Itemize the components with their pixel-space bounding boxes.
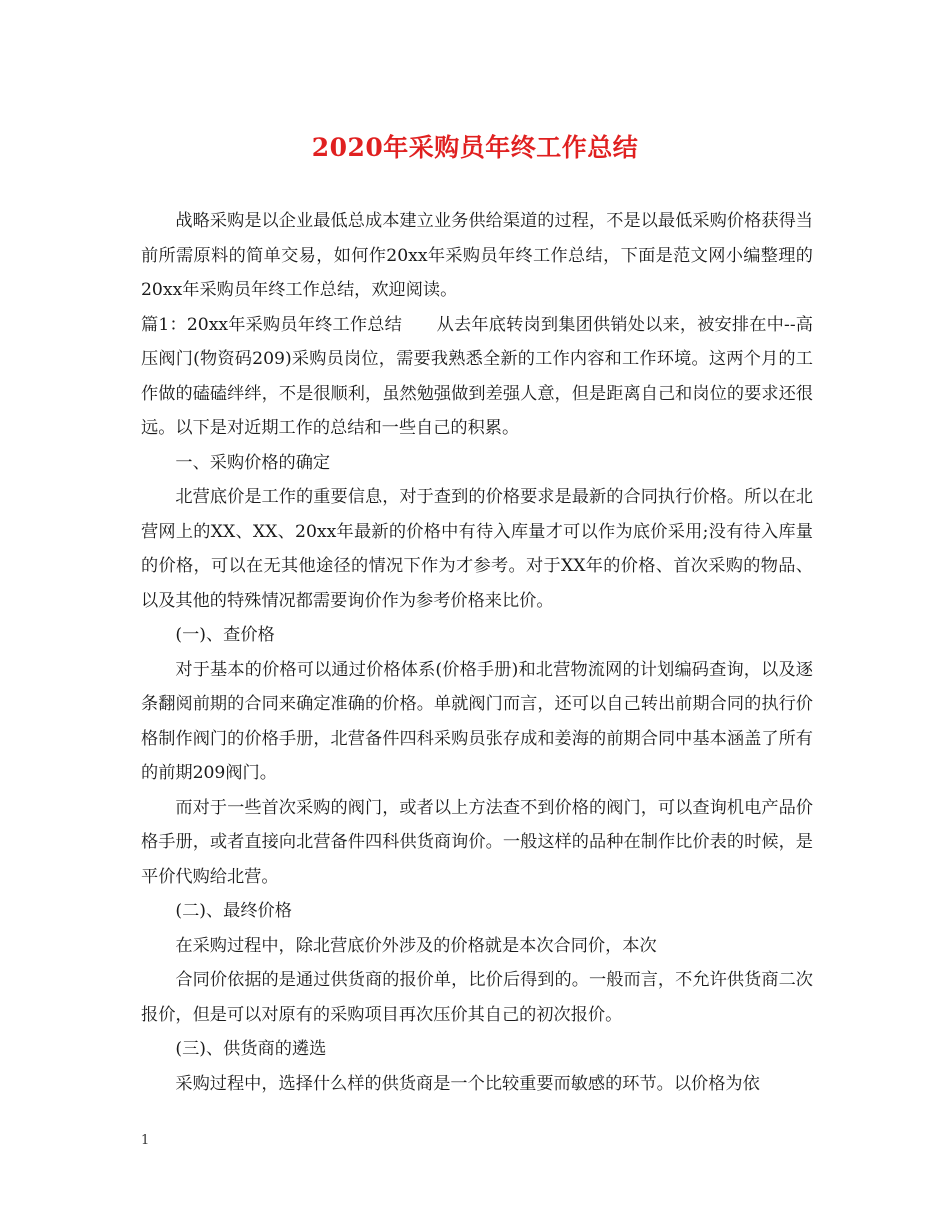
paragraph: 在采购过程中，除北营底价外涉及的价格就是本次合同价，本次 bbox=[175, 935, 657, 956]
document-body bbox=[141, 204, 813, 1101]
paragraph: 篇1：20xx年采购员年终工作总结 从去年底转岗到集团供销处以来，被安排在中--高压阀门(物资码209)采购员岗位，需要我熟悉全新的工作内容和工作环境。这两个月的工作做的磕磕绊绊，不是很顺利，虽然勉强做到差强人意，但是距离自己和岗位的要求还很远。以下是对近期工作的总结和一些自己的积累。 bbox=[141, 314, 813, 438]
paragraph: 北营底价是工作的重要信息，对于查到的价格要求是最新的合同执行价格。所以在北营网上的XX、XX、20xx年最新的价格中有待入库量才可以作为底价采用;没有待入库量的价格，可以在无其他途径的情况下作为才参考。对于XX年的价格、首次采购的物品、以及其他的特殊情况都需要询价作为参考价格来比价。 bbox=[141, 487, 813, 611]
paragraph: 合同价依据的是通过供货商的报价单，比价后得到的。一般而言，不允许供货商二次报价，但是可以对原有的采购项目再次压价其自己的初次报价。 bbox=[141, 970, 813, 1025]
subsection-heading: (二)、最终价格 bbox=[175, 901, 292, 921]
document-title: 2020年采购员年终工作总结 bbox=[311, 133, 639, 162]
subsection-heading: (一)、查价格 bbox=[175, 625, 275, 645]
paragraph: 而对于一些首次采购的阀门，或者以上方法查不到价格的阀门，可以查询机电产品价格手册，或者直接向北营备件四科供货商询价。一般这样的品种在制作比价表的时候，是平价代购给北营。 bbox=[141, 797, 813, 887]
paragraph: 采购过程中，选择什么样的供货商是一个比较重要而敏感的环节。以价格为依 bbox=[175, 1073, 760, 1094]
paragraph: 对于基本的价格可以通过价格体系(价格手册)和北营物流网的计划编码查询，以及逐条翻阅前期的合同来确定准确的价格。单就阀门而言，还可以自己转出前期合同的执行价格制作阀门的价格手册，北营备件四科采购员张存成和姜海的前期合同中基本涵盖了所有的前期209阀门。 bbox=[141, 659, 813, 783]
paragraph: 战略采购是以企业最低总成本建立业务供给渠道的过程，不是以最低采购价格获得当前所需原料的简单交易，如何作20xx年采购员年终工作总结，下面是范文网小编整理的20xx年采购员年终工作总结，欢迎阅读。 bbox=[141, 211, 813, 300]
page-number: 1 bbox=[141, 1133, 150, 1148]
subsection-heading: (三)、供货商的遴选 bbox=[175, 1039, 327, 1059]
section-heading: 一、采购价格的确定 bbox=[175, 452, 331, 473]
